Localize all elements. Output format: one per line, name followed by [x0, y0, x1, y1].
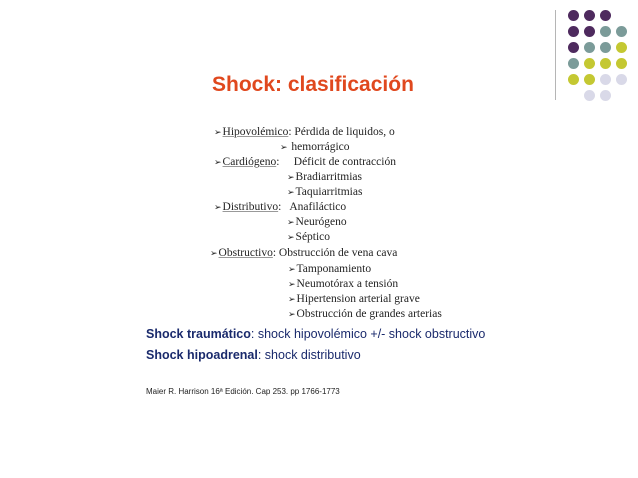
subitem-text: Neumotórax a tensión — [296, 278, 399, 290]
decor-dot-icon — [600, 74, 611, 85]
decor-dot-icon — [568, 26, 579, 37]
category-label: Distributivo — [222, 201, 279, 213]
summary-term: Shock traumático — [146, 327, 251, 341]
decor-dot-icon — [584, 10, 595, 21]
arrow-bullet-icon: ➢ — [287, 217, 295, 227]
subitem-text: Obstrucción de grandes arterias — [296, 308, 442, 320]
decor-dot-icon — [600, 10, 611, 21]
arrow-bullet-icon: ➢ — [287, 187, 295, 197]
decor-dot-icon — [584, 90, 595, 101]
summary-text: : shock distributivo — [257, 348, 361, 362]
category-text: : Obstrucción de vena cava — [272, 247, 398, 259]
decor-dot-icon — [616, 58, 627, 69]
category-label: Obstructivo — [218, 247, 273, 259]
subitem — [287, 215, 347, 229]
decor-dot-icon — [568, 42, 579, 53]
summary-text: : shock hipovolémico +/- shock obstructivo — [250, 327, 486, 341]
decor-dot-icon — [584, 42, 595, 53]
subitem — [280, 140, 350, 154]
decor-dot-icon — [600, 42, 611, 53]
divider-line — [555, 10, 556, 100]
decor-dot-icon — [584, 74, 595, 85]
arrow-bullet-icon: ➢ — [214, 202, 222, 212]
category-text: : Déficit de contracción — [276, 156, 396, 168]
slide-title: Shock: clasificación — [212, 73, 414, 96]
arrow-bullet-icon: ➢ — [288, 264, 296, 274]
subitem — [288, 277, 398, 291]
arrow-bullet-icon: ➢ — [214, 157, 222, 167]
subitem — [287, 170, 362, 184]
category-hipovolemico — [214, 125, 395, 139]
subitem-text: Séptico — [295, 231, 331, 243]
arrow-bullet-icon: ➢ — [288, 309, 296, 319]
decor-dot-icon — [616, 42, 627, 53]
category-label: Hipovolémico — [222, 126, 289, 138]
decor-dot-icon — [616, 74, 627, 85]
decor-dot-icon — [584, 58, 595, 69]
subitem-text: Tamponamiento — [296, 263, 372, 275]
subitem-text: Taquiarritmias — [295, 186, 363, 198]
subitem-text: Bradiarritmias — [295, 171, 362, 183]
subitem-text: hemorrágico — [291, 141, 350, 153]
summary-line-hipoadrenal — [146, 348, 361, 362]
decor-dot-icon — [568, 58, 579, 69]
decor-dot-icon — [568, 10, 579, 21]
category-obstructivo — [210, 246, 397, 260]
decor-dot-icon — [600, 90, 611, 101]
reference-citation: Maier R. Harrison 16ª Edición. Cap 253. pp 1766-1773 — [146, 387, 340, 396]
decor-dot-icon — [616, 26, 627, 37]
arrow-bullet-icon: ➢ — [214, 127, 222, 137]
summary-term: Shock hipoadrenal — [146, 348, 258, 362]
category-label: Cardiógeno — [222, 156, 277, 168]
arrow-bullet-icon: ➢ — [210, 248, 218, 258]
subitem — [287, 185, 362, 199]
arrow-bullet-icon: ➢ — [288, 279, 296, 289]
subitem — [288, 262, 371, 276]
arrow-bullet-icon: ➢ — [288, 294, 296, 304]
arrow-bullet-icon: ➢ — [280, 142, 288, 152]
category-cardiogeno — [214, 155, 396, 169]
subitem-text: Hipertension arterial grave — [296, 293, 420, 305]
subitem-text: Neurógeno — [295, 216, 347, 228]
category-text: : Anafiláctico — [278, 201, 347, 213]
subitem — [287, 230, 330, 244]
subitem — [288, 292, 420, 306]
decor-dot-icon — [600, 58, 611, 69]
arrow-bullet-icon: ➢ — [287, 232, 295, 242]
decor-dot-icon — [584, 26, 595, 37]
category-text: : Pérdida de liquidos, o — [288, 126, 395, 138]
decor-dot-icon — [600, 26, 611, 37]
decor-dot-icon — [568, 74, 579, 85]
arrow-bullet-icon: ➢ — [287, 172, 295, 182]
category-distributivo — [214, 200, 346, 214]
summary-line-traumatico — [146, 327, 485, 341]
subitem — [288, 307, 442, 321]
